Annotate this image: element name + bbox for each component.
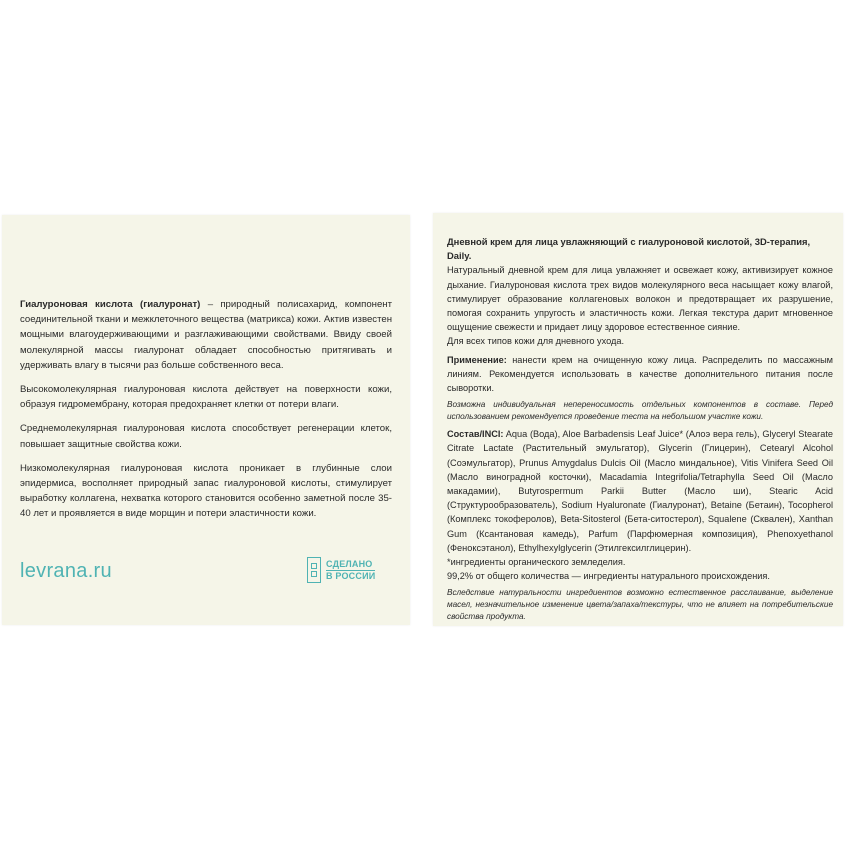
composition-label: Состав/INCI: bbox=[447, 429, 504, 440]
product-description: Натуральный дневной крем для лица увлажняет и освежает кожу, активизирует кожное дыхание. Гиалуроновая кислота трех видов молекулярного веса насыщает кожу влагой, стимулирует образование коллагеновых волокон и предотвращает их разрушение, помогая сохранить упругость и эластичность кожи. Легкая текстура дарит мгновенное ощущение свежести и придает лицу здоровое естественное сияние. bbox=[447, 265, 833, 333]
usage-paragraph bbox=[447, 353, 833, 396]
russia-emblem-icon bbox=[307, 557, 321, 583]
paragraph-definition bbox=[20, 297, 392, 373]
organic-note: *ингредиенты органического земледелия. bbox=[447, 557, 626, 568]
paragraph-medium-molecular: Среднемолекулярная гиалуроновая кислота способствует регенерации клеток, повышает защитные свойства кожи. bbox=[20, 423, 392, 450]
skin-type: Для всех типов кожи для дневного ухода. bbox=[447, 336, 625, 347]
product-info-text bbox=[447, 235, 833, 623]
composition-text: Aqua (Вода), Aloe Barbadensis Leaf Juice* (Алоэ вера гель), Glyceryl Stearate Citrate Lactate (Растительный эмульгатор), Glycerin (Глицерин), Cetearyl Alcohol (Соэмульгатор), Prunus Amygdalus Dulcis Oil (Масло миндальное), Vitis Vinifera Seed Oil (Масло виноградной косточки), Macadamia Integrifolia/Tetraphylla Seed Oil (Масло макадамии), Butyrospermum Parkii Butter (Масло ши), Stearic Acid (Структурообразователь), Sodium Hyaluronate (Гиалуронат), Betaine (Бетаин), Tocopherol (Комплекс токоферолов), Beta-Sitosterol (Бета-ситостерол), Squalene (Сквален), Xanthan Gum (Ксантановая камедь), Parfum (Парфюмерная композиция), Phenoxyethanol (Феноксэтанол), Ethylhexylglycerin (Этилгексилглицерин). bbox=[447, 429, 833, 553]
made-in-russia-badge bbox=[307, 557, 375, 583]
paragraph-high-molecular: Высокомолекулярная гиалуроновая кислота действует на поверхности кожи, образуя гидромембрану, которая предохраняет клетки от потери влаги. bbox=[20, 384, 392, 411]
made-line-1: СДЕЛАНО bbox=[326, 558, 373, 569]
definition-text: – природный полисахарид, компонент соединительной ткани и межклеточного вещества (матрикса) кожи. Актив известен мощными влагоудерживающими и разглаживающими свойствами. Ввиду своей молекулярной массы гиалуронат обладает способностью притягивать и удерживать влагу в тысячи раз больше собственного веса. bbox=[20, 299, 392, 371]
right-label-panel bbox=[433, 213, 843, 626]
composition-paragraph bbox=[447, 427, 833, 555]
made-line-2: В РОССИИ bbox=[326, 570, 376, 581]
footer-note: Вследствие натуральности ингредиентов возможно естественное расслаивание, выделение масел, незначительное изменение цвета/запаха/текстуры, что не влияет на потребительские свойства продукта. bbox=[447, 588, 833, 622]
natural-percentage: 99,2% от общего количества — ингредиенты натурального происхождения. bbox=[447, 571, 770, 582]
warning-text: Возможна индивидуальная непереносимость отдельных компонентов в составе. Перед использованием рекомендуется проведение теста на небольшом участке кожи. bbox=[447, 400, 833, 422]
definition-term: Гиалуроновая кислота (гиалуронат) bbox=[20, 299, 201, 310]
left-label-panel bbox=[2, 215, 410, 625]
paragraph-low-molecular: Низкомолекулярная гиалуроновая кислота проникает в глубинные слои эпидермиса, восполняет природный запас гиалуроновой кислоты, стимулирует выработку коллагена, нехватка которого становится особенно заметной после 35-40 лет и проявляется в виде морщин и потери эластичности кожи. bbox=[20, 462, 392, 520]
website-url: levrana.ru bbox=[20, 560, 112, 582]
usage-text: нанести крем на очищенную кожу лица. Распределить по массажным линиям. Рекомендуется использовать в качестве дополнительного питания после сыворотки. bbox=[447, 354, 833, 394]
hyaluronic-info-text bbox=[20, 297, 392, 531]
product-title: Дневной крем для лица увлажняющий с гиалуроновой кислотой, 3D-терапия, Daily. bbox=[447, 236, 811, 262]
usage-label: Применение: bbox=[447, 354, 507, 365]
